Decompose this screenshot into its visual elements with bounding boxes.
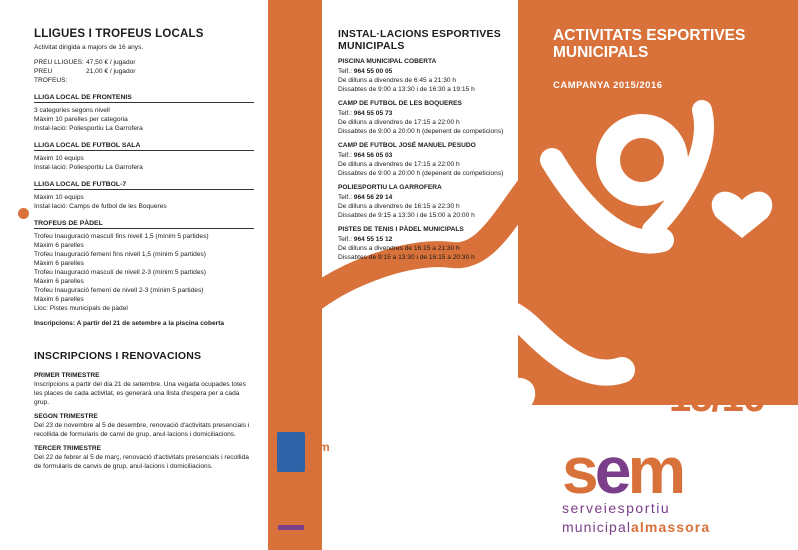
inscriptions-note: Inscripcions: A partir del 21 de setembre a la piscina coberta bbox=[34, 320, 225, 327]
phone-label: Telf.: bbox=[338, 152, 352, 159]
price-value: 47,50 € / jugador bbox=[86, 59, 136, 66]
facility-phone bbox=[338, 67, 518, 76]
section-line: Màxim 10 parelles per categoria bbox=[34, 116, 128, 123]
facility-hours: De dilluns a divendres de 17:15 a 22:00 h bbox=[338, 161, 460, 168]
section-line: Màxim 10 equips bbox=[34, 155, 84, 162]
section-line: Màxim 6 parelles bbox=[34, 296, 84, 303]
phone-number: 964 55 15 12 bbox=[353, 236, 393, 243]
section-title: LLIGA LOCAL DE FUTBOL SALA bbox=[34, 142, 254, 151]
leagues-title: LLIGUES I TROFEUS LOCALS bbox=[34, 28, 204, 40]
section-line: Trofeu Inauguració femení fins nivell 1,5 (mínim 5 partides) bbox=[34, 251, 207, 258]
facility-name: PISCINA MUNICIPAL COBERTA bbox=[338, 58, 437, 65]
facility-hours: De dilluns a divendres de 16:15 a 22:30 h bbox=[338, 203, 460, 210]
phone-number: 964 56 29 14 bbox=[353, 194, 393, 201]
inscriptions-title: INSCRIPCIONS I RENOVACIONS bbox=[34, 350, 202, 362]
sem-logo bbox=[562, 433, 683, 507]
season-number: 15/16 bbox=[669, 376, 765, 420]
phone-number: 964 55 05 73 bbox=[353, 110, 393, 117]
facility-hours: Dissabtes de 9:00 a 20:00 h (depenent de competicions) bbox=[338, 170, 504, 177]
sem-tagline-2 bbox=[562, 519, 710, 535]
facility-hours: De dilluns a divendres de 6:45 a 21:30 h bbox=[338, 77, 457, 84]
phone-label: Telf.: bbox=[338, 68, 352, 75]
term-title: TERCER TRIMESTRE bbox=[34, 445, 102, 452]
facility-phone bbox=[338, 193, 518, 202]
section-line: Lloc: Pistes municipals de pàdel bbox=[34, 305, 128, 312]
facilities-title: INSTAL·LACIONS ESPORTIVES MUNICIPALS bbox=[338, 28, 501, 52]
facility-hours: Dissabtes de 9:00 a 13:30 i de 16:30 a 19:15 h bbox=[338, 86, 475, 93]
leagues-intro: Activitat dirigida a majors de 16 anys. bbox=[34, 44, 144, 51]
section-line: Màxim 10 equips bbox=[34, 194, 84, 201]
term-title: PRIMER TRIMESTRE bbox=[34, 372, 100, 379]
facility-name: PISTES DE TENIS I PÀDEL MUNICIPALS bbox=[338, 226, 464, 233]
facility-hours: Dissabtes de 9:15 a 13:30 i de 16:15 a 20:30 h bbox=[338, 254, 475, 261]
price-label: PREU TROFEUS: bbox=[34, 68, 68, 84]
price-row bbox=[34, 58, 254, 67]
cover-title bbox=[553, 27, 745, 61]
facility-phone bbox=[338, 151, 518, 160]
facility-phone bbox=[338, 109, 518, 118]
section-line: Instal·lació: Camps de futbol de les Boqueres bbox=[34, 203, 167, 210]
section-line: Instal·lació: Poliesportiu La Garrofera bbox=[34, 164, 143, 171]
facilities-column bbox=[322, 0, 518, 550]
facility-phone bbox=[338, 235, 518, 244]
section-line: Instal·lació: Poliesportiu La Garrofera bbox=[34, 125, 143, 132]
padel-ball-icon bbox=[18, 208, 29, 219]
facility-hours: De dilluns a divendres de 17:15 a 22:00 h bbox=[338, 119, 460, 126]
sem-tagline-almassora: almassora bbox=[631, 519, 711, 535]
sem-tagline-1: serveiesportiu bbox=[562, 500, 671, 516]
sem-tagline-municipal: municipal bbox=[562, 519, 632, 535]
facility-hours: Dissabtes de 9:00 a 20:00 h (depenent de competicions) bbox=[338, 128, 504, 135]
cover-title-line2: MUNICIPALS bbox=[553, 44, 649, 61]
section-line: Trofeu Inauguració femení de nivell 2-3 (mínim 5 partides) bbox=[34, 287, 204, 294]
sem-small-logo-head bbox=[286, 502, 294, 510]
section-line: Màxim 6 parelles bbox=[34, 242, 84, 249]
section-title: TROFEUS DE PÀDEL bbox=[34, 220, 254, 229]
sem-logo-s: s bbox=[562, 433, 595, 507]
sem-small-logo-body bbox=[280, 514, 300, 520]
cover-title-line1: ACTIVITATS ESPORTIVES bbox=[553, 27, 746, 44]
phone-label: Telf.: bbox=[338, 236, 352, 243]
term-text: Del 23 de novembre al 5 de desembre, renovació d'activitats presencials i recollida de formularis de canvi de grup, anul·lacions i domiciliacions. bbox=[34, 422, 250, 438]
price-value: 21,00 € / jugador bbox=[86, 68, 136, 75]
com-logo: com bbox=[305, 440, 330, 454]
sem-small-logo-icon bbox=[276, 500, 306, 532]
facility-name: CAMP DE FUTBOL JOSÉ MANUEL PESUDO bbox=[338, 142, 476, 149]
price-label: PREU LLIGUES: bbox=[34, 59, 84, 66]
phone-label: Telf.: bbox=[338, 194, 352, 201]
sem-small-logo-bar bbox=[278, 525, 304, 530]
section-title: LLIGA LOCAL DE FUTBOL-7 bbox=[34, 181, 254, 190]
term-text: Del 22 de febrer al 5 de març, renovació d'activitats presencials i recollida de formularis de canvis de grup, anul·lacions i domiciliacions. bbox=[34, 454, 249, 470]
leagues-column bbox=[0, 0, 268, 550]
section-line: Màxim 6 parelles bbox=[34, 278, 84, 285]
sem-logo-m: m bbox=[627, 433, 683, 507]
section-line: Trofeu Inauguració masculí de nivell 2-3 (mínim 5 partides) bbox=[34, 269, 207, 276]
phone-number: 964 55 00 05 bbox=[353, 68, 393, 75]
term-text: Inscripcions a partir del dia 21 de setembre. Una vegada ocupades totes les places de cada activitat, es generarà una llista d'espera per a cada grup. bbox=[34, 381, 246, 406]
section-line: Trofeu Inauguració masculí fins nivell 1,5 (mínim 5 partides) bbox=[34, 233, 209, 240]
facility-hours: De dilluns a divendres de 16:15 a 21:30 h bbox=[338, 245, 460, 252]
section-title: LLIGA LOCAL DE FRONTENIS bbox=[34, 94, 254, 103]
price-row bbox=[34, 67, 254, 85]
campaign-label: CAMPANYA 2015/2016 bbox=[553, 80, 663, 91]
facility-hours: Dissabtes de 9:15 a 13:30 i de 15:00 a 20:00 h bbox=[338, 212, 475, 219]
phone-label: Telf.: bbox=[338, 110, 352, 117]
section-line: Màxim 6 parelles bbox=[34, 260, 84, 267]
sem-logo-e: e bbox=[594, 433, 628, 507]
town-crest-icon bbox=[277, 432, 305, 472]
facility-name: CAMP DE FUTBOL DE LES BOQUERES bbox=[338, 100, 462, 107]
term-title: SEGON TRIMESTRE bbox=[34, 413, 98, 420]
facility-name: POLIESPORTIU LA GARROFERA bbox=[338, 184, 442, 191]
section-line: 3 categories segons nivell bbox=[34, 107, 110, 114]
phone-number: 964 56 05 03 bbox=[353, 152, 393, 159]
